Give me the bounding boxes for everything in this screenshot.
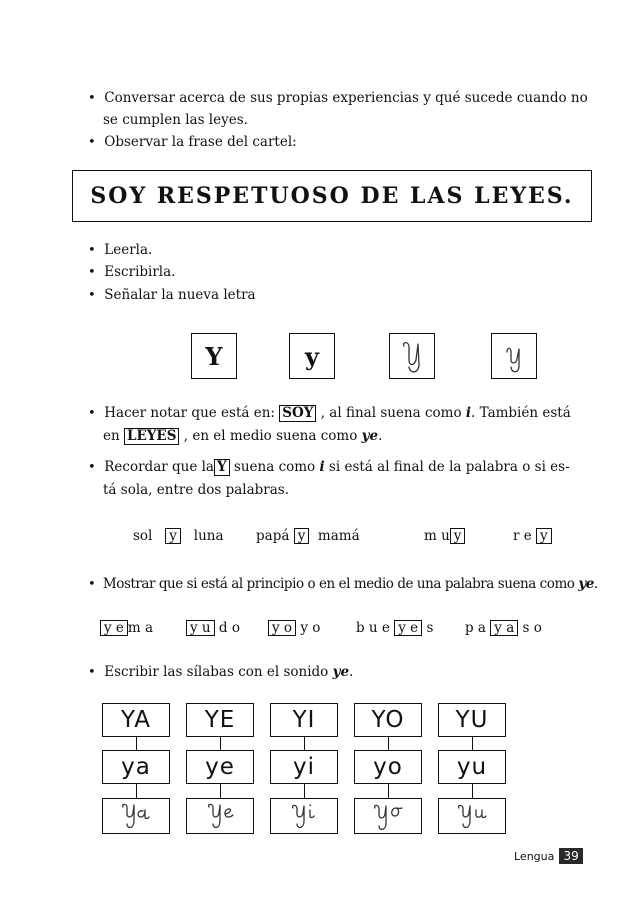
note4-ye: ye xyxy=(332,664,350,680)
intro-text-1b: se cumplen las leyes. xyxy=(103,112,248,128)
step-1: • Leerla. xyxy=(88,242,153,258)
word-luna: luna xyxy=(193,528,224,544)
note1-line1: • Hacer notar que está en: SOY , al final suena como i. También está xyxy=(88,405,571,421)
note1-text-d: en xyxy=(103,428,120,444)
syllable-cursive-yi xyxy=(270,798,338,834)
note2-text-d: tá sola, entre dos palabras. xyxy=(103,482,290,498)
connector-ye-2 xyxy=(220,784,221,798)
syllable-cursive-ya xyxy=(102,798,170,834)
letter-upper: Y xyxy=(205,341,223,371)
cursive-yu-icon xyxy=(439,799,505,833)
example-muy xyxy=(424,528,465,545)
connector-yi-2 xyxy=(304,784,305,798)
note4-line: • Escribir las sílabas con el sonido ye. xyxy=(88,664,354,680)
box-y-1: y xyxy=(165,528,181,544)
connector-yi-1 xyxy=(304,737,305,750)
box-yu-yudo: y u xyxy=(186,620,215,636)
word-mama: mamá xyxy=(317,528,360,544)
step-2-text: Escribirla. xyxy=(104,264,176,280)
note3-ye: ye xyxy=(578,576,594,592)
note1-i: i xyxy=(465,405,472,421)
box-y-2: y xyxy=(294,528,310,544)
example-yema xyxy=(100,620,153,637)
letter-box-y: Y xyxy=(214,459,230,476)
cursive-y-upper-icon xyxy=(392,336,432,376)
example-payaso xyxy=(465,620,542,637)
word-sol: sol xyxy=(133,528,153,544)
note3-text-a: Mostrar que si está al principio o en el medio de una palabra suena como xyxy=(102,576,575,592)
letter-box-cursive-upper xyxy=(389,333,435,379)
note3-line: • Mostrar que si está al principio o en el medio de una palabra suena como ye. xyxy=(88,576,598,592)
cursive-y-lower-icon xyxy=(494,336,534,376)
syllable-cursive-ye xyxy=(186,798,254,834)
note4-text-b: . xyxy=(349,664,354,680)
example-yoyo xyxy=(268,620,320,637)
note2-line1: • Recordar que la Y suena como i si está al final de la palabra o si es- xyxy=(88,459,570,475)
cursive-yo-icon xyxy=(355,799,421,833)
yema-rest: m a xyxy=(127,620,154,636)
letter-box-cursive-lower xyxy=(491,333,537,379)
yoyo-rest: y o xyxy=(300,620,321,636)
note2-text-b: suena como xyxy=(233,459,316,475)
connector-ya-2 xyxy=(136,784,137,798)
syllable-upper-ye: YE xyxy=(186,703,254,737)
intro-text-1a: Conversar acerca de sus propias experiencias y qué sucede cuando no xyxy=(104,90,588,106)
page-number: 39 xyxy=(559,848,582,864)
letter-box-upper xyxy=(191,333,237,379)
bueyes-rest: s xyxy=(426,620,434,636)
note1-text-c: . También está xyxy=(471,405,571,421)
syllable-upper-yi: YI xyxy=(270,703,338,737)
example-bueyes xyxy=(356,620,433,637)
note2-text-c: si está al final de la palabra o si es- xyxy=(328,459,570,475)
box-ye-bueyes: y e xyxy=(394,620,422,636)
footer-subject: Lengua xyxy=(514,850,555,863)
word-re: r e xyxy=(513,528,532,544)
syllable-lower-yi: yi xyxy=(270,750,338,784)
note2-text-a: Recordar que la xyxy=(104,459,214,475)
letter-lower: y xyxy=(305,341,319,371)
connector-yo-2 xyxy=(388,784,389,798)
example-sol-y-luna xyxy=(133,528,224,545)
intro-bullet-1: • Conversar acerca de sus propias experiencias y qué sucede cuando no xyxy=(88,90,588,106)
note1-text-a: Hacer notar que está en: xyxy=(104,405,275,421)
step-1-text: Leerla. xyxy=(104,242,153,258)
syllable-upper-yu: YU xyxy=(438,703,506,737)
syllable-lower-ye: ye xyxy=(186,750,254,784)
intro-bullet-2: • Observar la frase del cartel: xyxy=(88,134,297,150)
box-ye-yema: y e xyxy=(100,620,128,636)
syllable-upper-ya: YA xyxy=(102,703,170,737)
note3-text-b: . xyxy=(593,576,598,592)
step-3-text: Señalar la nueva letra xyxy=(104,287,256,303)
note1-line2 xyxy=(103,428,382,445)
yudo-rest: d o xyxy=(218,620,240,636)
connector-ya-1 xyxy=(136,737,137,750)
note4-text-a: Escribir las sílabas con el sonido xyxy=(104,664,329,680)
connector-yu-2 xyxy=(472,784,473,798)
payaso-pre: p a xyxy=(465,620,486,636)
note1-text-b: , al final suena como xyxy=(320,405,462,421)
connector-yo-1 xyxy=(388,737,389,750)
syllable-cursive-yu xyxy=(438,798,506,834)
note1-text-f: . xyxy=(378,428,383,444)
connector-ye-1 xyxy=(220,737,221,750)
example-yudo xyxy=(186,620,240,637)
syllable-upper-yo: YO xyxy=(354,703,422,737)
cursive-ya-icon xyxy=(103,799,169,833)
page-footer xyxy=(514,845,583,864)
note1-text-e: , en el medio suena como xyxy=(183,428,358,444)
bueyes-pre: b u e xyxy=(356,620,390,636)
intro-text-2: Observar la frase del cartel: xyxy=(104,134,297,150)
cursive-yi-icon xyxy=(271,799,337,833)
letter-box-lower xyxy=(289,333,335,379)
example-rey xyxy=(513,528,552,545)
box-y-3: y xyxy=(450,528,466,544)
payaso-rest: s o xyxy=(522,620,542,636)
word-papa: papá xyxy=(256,528,290,544)
syllable-cursive-yo xyxy=(354,798,422,834)
syllable-lower-ya: ya xyxy=(102,750,170,784)
box-ya-payaso: y a xyxy=(490,620,518,636)
word-mu: m u xyxy=(424,528,450,544)
step-3: • Señalar la nueva letra xyxy=(88,287,256,303)
word-box-soy: SOY xyxy=(279,405,316,422)
step-2: • Escribirla. xyxy=(88,264,176,280)
box-yo-yoyo: y o xyxy=(268,620,296,636)
connector-yu-1 xyxy=(472,737,473,750)
cursive-ye-icon xyxy=(187,799,253,833)
syllable-lower-yu: yu xyxy=(438,750,506,784)
box-y-4: y xyxy=(536,528,552,544)
banner-phrase: SOY RESPETUOSO DE LAS LEYES. xyxy=(72,170,592,222)
word-box-leyes: LEYES xyxy=(124,428,179,445)
note1-ye: ye xyxy=(361,428,379,444)
syllable-lower-yo: yo xyxy=(354,750,422,784)
note2-i: i xyxy=(319,459,325,475)
example-papa-y-mama xyxy=(256,528,360,545)
